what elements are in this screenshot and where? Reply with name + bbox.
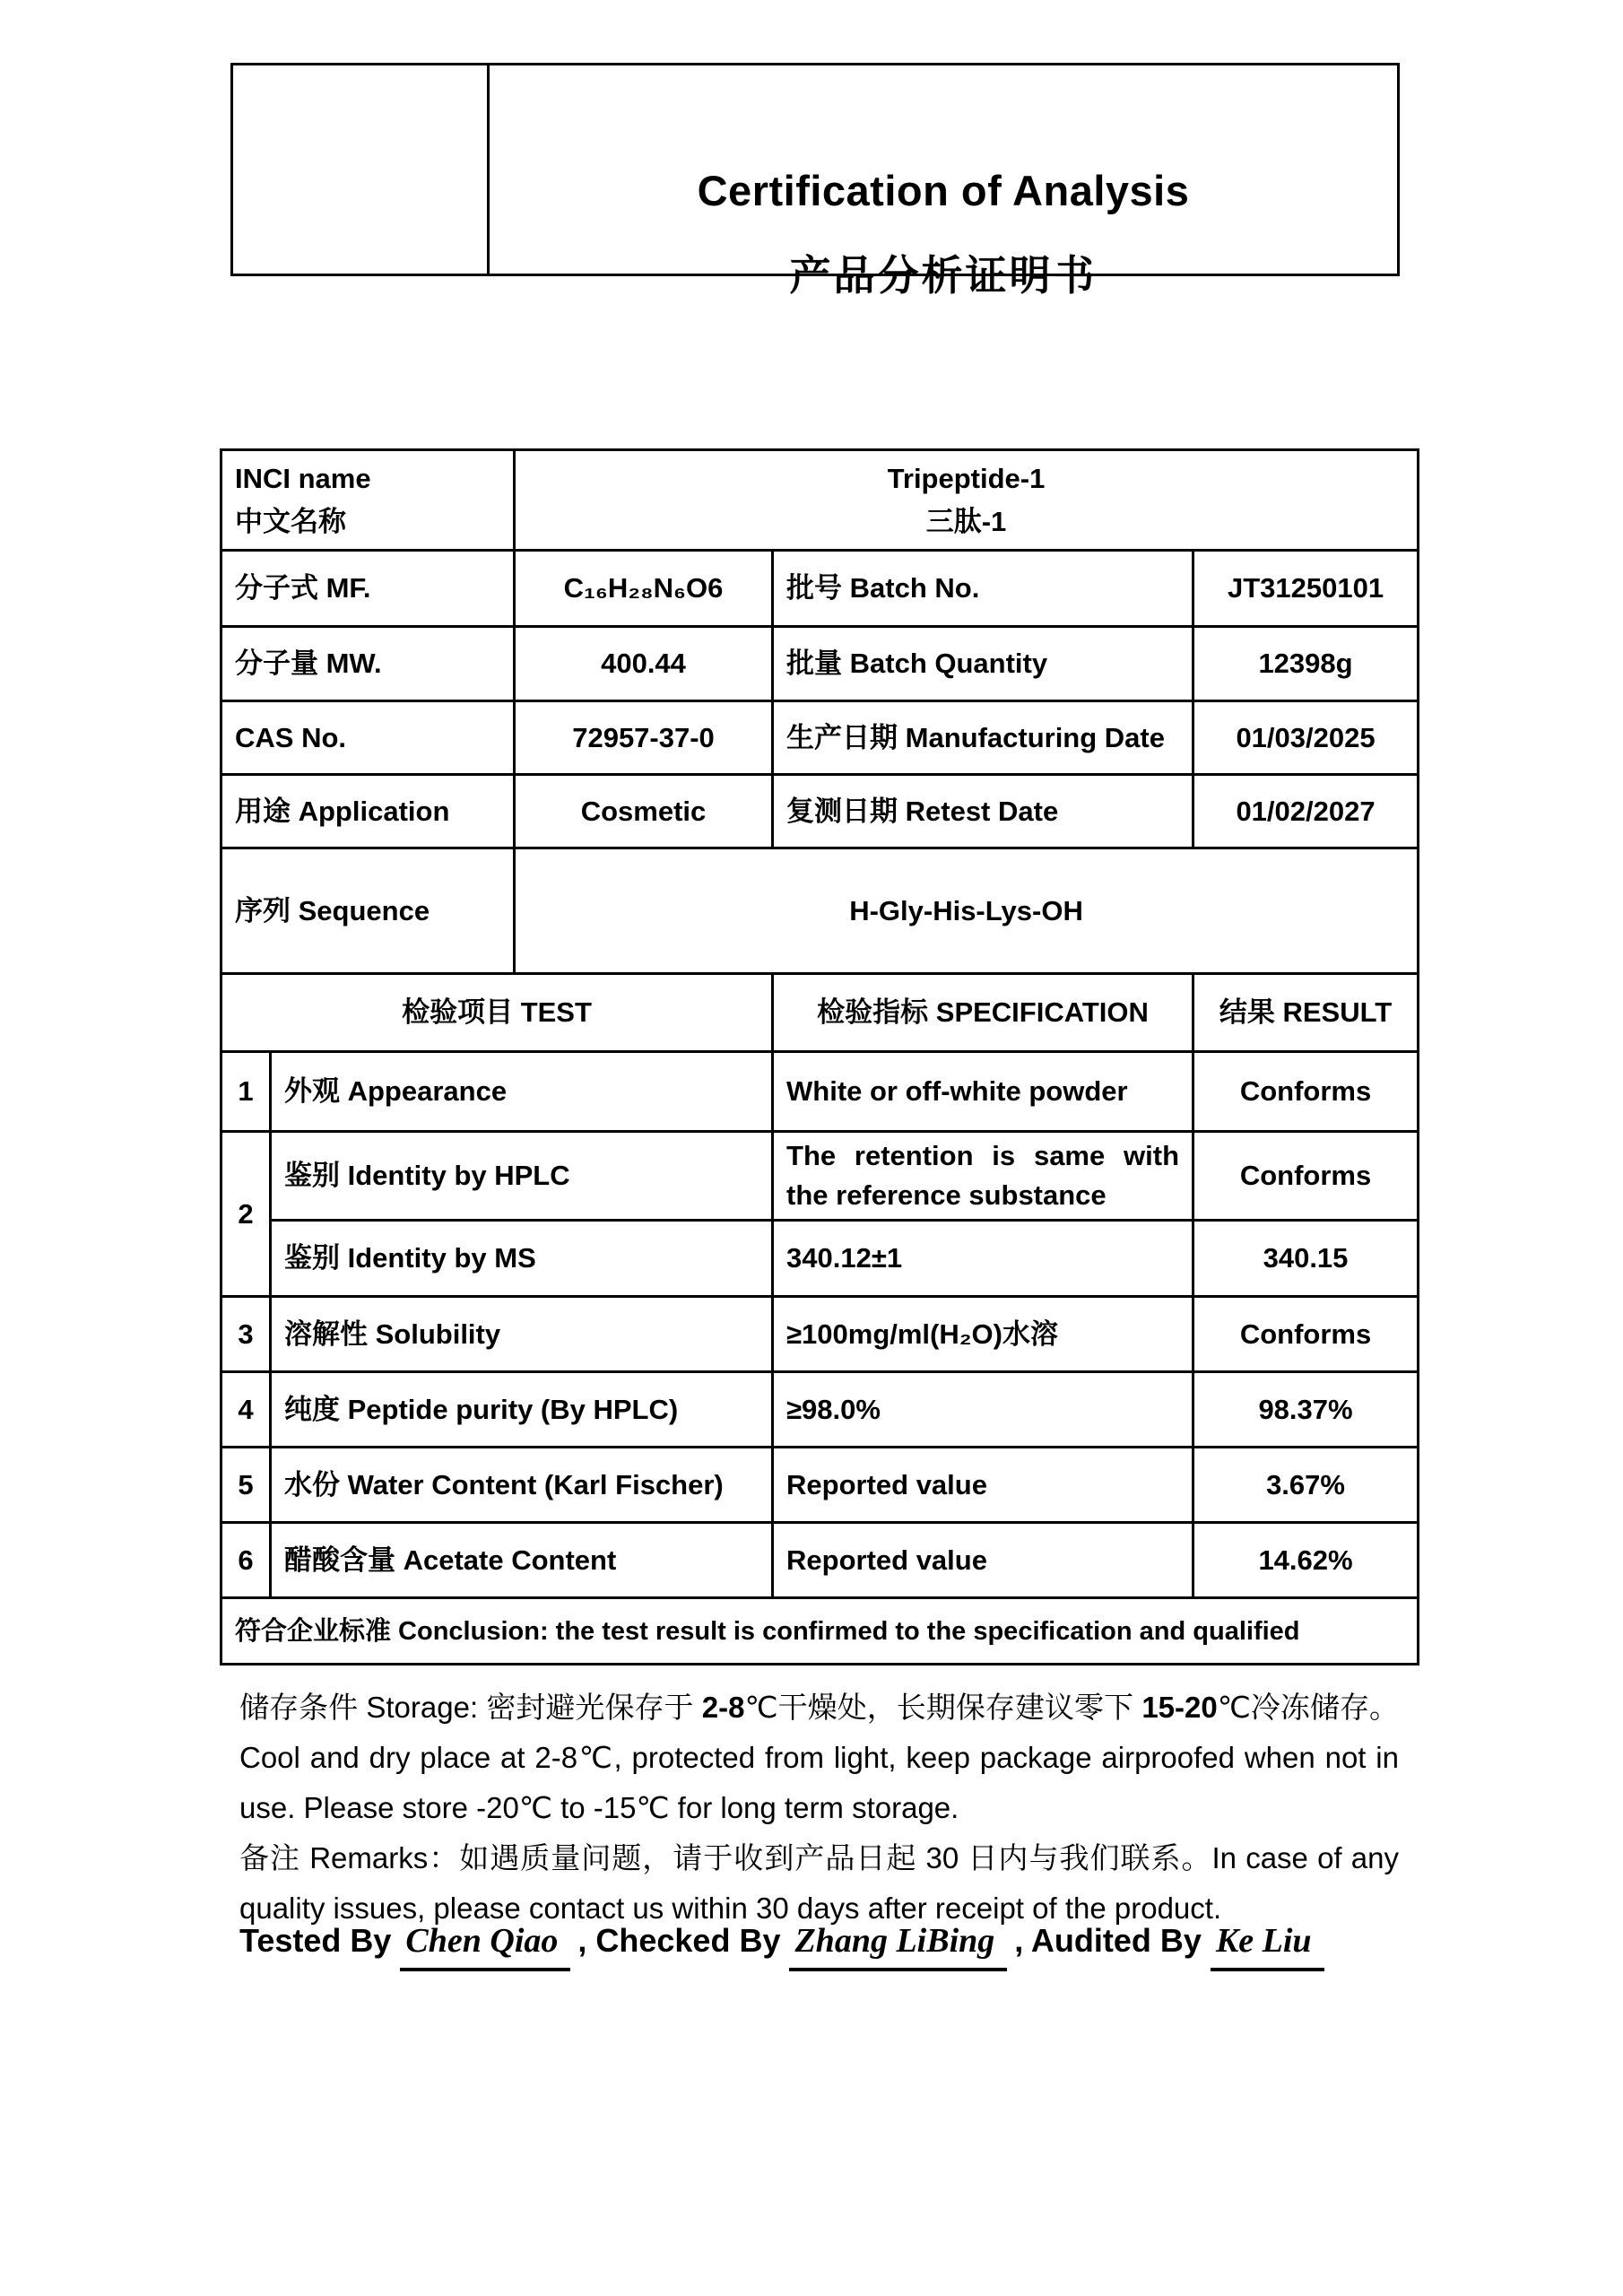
storage-line-2: Cool and dry place at 2-8℃, protected from light, keep package airproofed when not in — [239, 1741, 1399, 1774]
inci-label — [221, 450, 515, 551]
cas-value: 72957-37-0 — [515, 701, 773, 775]
test-spec: Reported value — [773, 1448, 1193, 1523]
tested-by-label: Tested By — [239, 1922, 392, 1959]
signature-line — [239, 1916, 1405, 1971]
inci-value — [515, 450, 1419, 551]
retest-date-label: 复测日期 Retest Date — [773, 775, 1193, 848]
test-result: Conforms — [1193, 1052, 1419, 1132]
storage-text: 储存条件 Storage: 密封避光保存于 — [239, 1691, 702, 1724]
appearance-row — [221, 1052, 1419, 1132]
specification-header: 检验指标 SPECIFICATION — [773, 974, 1193, 1052]
tested-by-name: Chen Qiao — [400, 1916, 570, 1971]
solubility-row — [221, 1297, 1419, 1372]
test-name: 纯度 Peptide purity (By HPLC) — [271, 1372, 773, 1448]
batch-no-label: 批号 Batch No. — [773, 551, 1193, 627]
cas-label: CAS No. — [221, 701, 515, 775]
storage-line-1 — [239, 1683, 1399, 1733]
storage-temp-range-2: 15-20 — [1141, 1691, 1218, 1724]
storage-text: ℃干燥处，长期保存建议零下 — [744, 1691, 1142, 1724]
inci-row — [221, 450, 1419, 551]
mf-row — [221, 551, 1419, 627]
result-header: 结果 RESULT — [1193, 974, 1419, 1052]
test-no: 6 — [221, 1523, 271, 1598]
test-spec: 340.12±1 — [773, 1221, 1193, 1297]
inci-label-zh: 中文名称 — [235, 505, 346, 537]
test-spec: ≥98.0% — [773, 1372, 1193, 1448]
application-label: 用途 Application — [221, 775, 515, 848]
audited-by-name: Ke Liu — [1211, 1916, 1324, 1971]
mw-value: 400.44 — [515, 627, 773, 701]
test-result: 14.62% — [1193, 1523, 1419, 1598]
test-header: 检验项目 TEST — [221, 974, 773, 1052]
test-no: 4 — [221, 1372, 271, 1448]
test-name: 溶解性 Solubility — [271, 1297, 773, 1372]
remarks-line-2: quality issues, please contact us within 30 days after receipt of the product. — [239, 1892, 1222, 1925]
storage-temp-range-1: 2-8 — [701, 1691, 745, 1724]
header-box — [230, 63, 1400, 299]
test-spec: Reported value — [773, 1523, 1193, 1598]
application-row — [221, 775, 1419, 848]
test-spec: ≥100mg/ml(H₂O)水溶 — [773, 1297, 1193, 1372]
test-no: 1 — [221, 1052, 271, 1132]
checked-by-name: Zhang LiBing — [789, 1916, 1007, 1971]
doc-title-zh: 产品分析证明书 — [789, 253, 1098, 299]
logo-cell — [233, 65, 490, 274]
test-name: 醋酸含量 Acetate Content — [271, 1523, 773, 1598]
cas-row — [221, 701, 1419, 775]
checked-by-label: , Checked By — [577, 1922, 781, 1959]
water-content-row — [221, 1448, 1419, 1523]
remarks-line-1: 备注 Remarks：如遇质量问题，请于收到产品日起 30 日内与我们联系。In case of any — [239, 1841, 1399, 1874]
storage-line-3: use. Please store -20℃ to -15℃ for long term storage. — [239, 1791, 959, 1824]
test-spec: White or off-white powder — [773, 1052, 1193, 1132]
mf-value: C₁₆H₂₈N₆O6 — [515, 551, 773, 627]
test-name: 外观 Appearance — [271, 1052, 773, 1132]
test-result: 3.67% — [1193, 1448, 1419, 1523]
doc-title-en: Certification of Analysis — [697, 167, 1190, 214]
mw-row — [221, 627, 1419, 701]
test-name: 鉴别 Identity by MS — [271, 1221, 773, 1297]
certificate-table — [220, 448, 1419, 1665]
sequence-row — [221, 848, 1419, 974]
application-value: Cosmetic — [515, 775, 773, 848]
test-spec: The retention is same with the reference substance — [773, 1132, 1193, 1221]
identity-hplc-row — [221, 1132, 1419, 1221]
audited-by-label: , Audited By — [1014, 1922, 1202, 1959]
sequence-label: 序列 Sequence — [221, 848, 515, 974]
test-result: Conforms — [1193, 1132, 1419, 1221]
notes-section — [239, 1683, 1399, 1934]
test-result: 340.15 — [1193, 1221, 1419, 1297]
test-no: 2 — [221, 1132, 271, 1297]
manufacturing-date-label: 生产日期 Manufacturing Date — [773, 701, 1193, 775]
test-name: 水份 Water Content (Karl Fischer) — [271, 1448, 773, 1523]
test-result: Conforms — [1193, 1297, 1419, 1372]
batch-quantity-value: 12398g — [1193, 627, 1419, 701]
conclusion-text: 符合企业标准 Conclusion: the test result is confirmed to the specification and qualified — [221, 1598, 1419, 1665]
conclusion-row — [221, 1598, 1419, 1665]
test-no: 3 — [221, 1297, 271, 1372]
mw-label: 分子量 MW. — [221, 627, 515, 701]
purity-row — [221, 1372, 1419, 1448]
test-result: 98.37% — [1193, 1372, 1419, 1448]
inci-value-en: Tripeptide-1 — [887, 462, 1046, 494]
storage-text: ℃冷冻储存。 — [1217, 1691, 1400, 1724]
test-header-row — [221, 974, 1419, 1052]
inci-value-zh: 三肽-1 — [925, 505, 1007, 537]
mf-label: 分子式 MF. — [221, 551, 515, 627]
manufacturing-date-value: 01/03/2025 — [1193, 701, 1419, 775]
test-no: 5 — [221, 1448, 271, 1523]
retest-date-value: 01/02/2027 — [1193, 775, 1419, 848]
test-name: 鉴别 Identity by HPLC — [271, 1132, 773, 1221]
inci-label-en: INCI name — [235, 462, 371, 494]
batch-quantity-label: 批量 Batch Quantity — [773, 627, 1193, 701]
identity-ms-row — [221, 1221, 1419, 1297]
acetate-row — [221, 1523, 1419, 1598]
batch-no-value: JT31250101 — [1193, 551, 1419, 627]
sequence-value: H-Gly-His-Lys-OH — [515, 848, 1419, 974]
title-cell — [490, 65, 1397, 299]
